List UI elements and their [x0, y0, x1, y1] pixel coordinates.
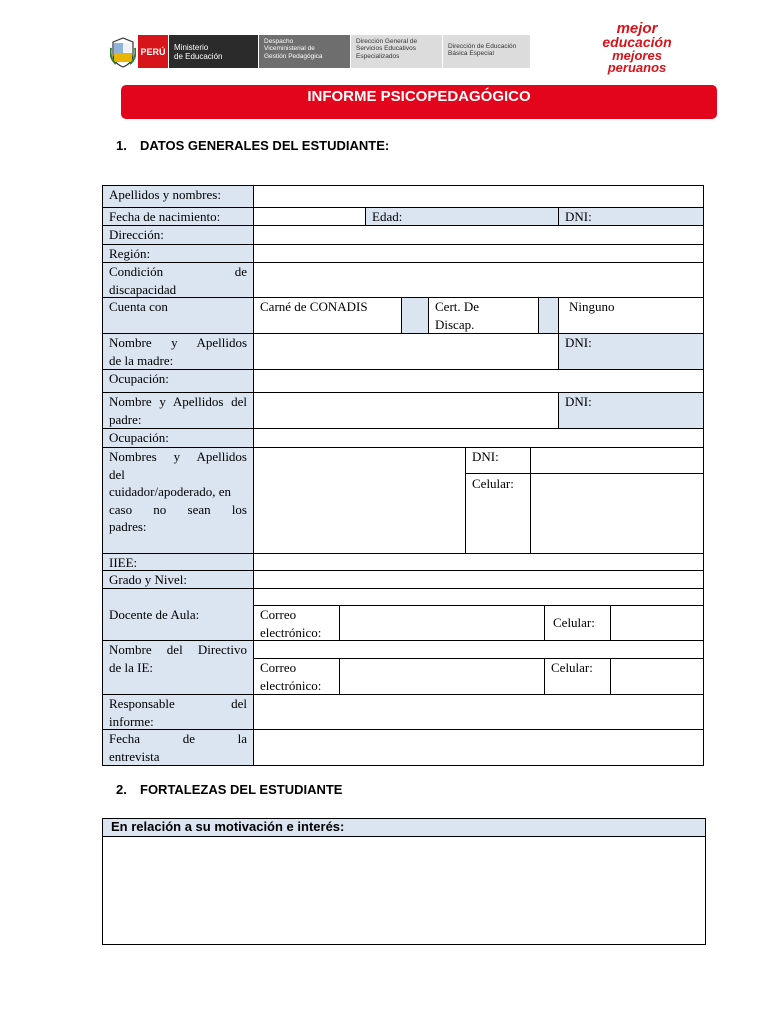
option-label: Ninguno	[558, 297, 704, 334]
nombre-directivo-field[interactable]	[253, 640, 704, 659]
field-label	[102, 447, 254, 554]
apellidos-nombres-field[interactable]	[253, 185, 704, 208]
correo-docente-field[interactable]	[339, 605, 545, 641]
field-label-line: electrónico:	[260, 677, 322, 693]
field-label	[253, 605, 340, 641]
field-label-line: Nombres y Apellidos	[109, 449, 247, 464]
field-label: DNI:	[565, 209, 592, 224]
option-label	[428, 297, 539, 334]
section-number: 2.	[116, 782, 127, 797]
field-label: Docente de Aula:	[102, 588, 254, 641]
field-label	[102, 729, 254, 766]
field-label	[102, 333, 254, 370]
field-label	[102, 262, 254, 298]
peru-brand-label: PERÚ	[138, 35, 168, 68]
ocupacion-madre-field[interactable]	[253, 369, 704, 393]
field-label: Grado y Nivel:	[102, 570, 254, 589]
field-label: DNI:	[565, 335, 592, 350]
celular-directivo-field[interactable]	[610, 658, 704, 695]
section-heading	[116, 782, 516, 797]
fecha-nacimiento-field[interactable]	[253, 207, 366, 226]
dni-madre-field[interactable]	[558, 333, 704, 370]
field-label: Ocupación:	[102, 428, 254, 448]
section-title: DATOS GENERALES DEL ESTUDIANTE:	[140, 138, 390, 153]
motivacion-heading: En relación a su motivación e interés:	[102, 818, 706, 837]
field-label-line: del	[109, 466, 125, 482]
nombre-cuidador-field[interactable]	[253, 447, 466, 554]
field-label-line: Fecha de la	[109, 731, 247, 746]
slogan-line: mejores	[612, 47, 662, 63]
report-title: INFORME PSICOPEDAGÓGICO	[121, 85, 717, 119]
option-label-line: Cert. De	[435, 299, 480, 314]
slogan-line: mejor	[616, 20, 658, 37]
field-label: Fecha de nacimiento:	[102, 207, 254, 226]
nombre-docente-field[interactable]	[253, 588, 704, 606]
celular-docente-field[interactable]	[610, 605, 704, 641]
slogan-line: educación	[602, 34, 672, 51]
field-label: Celular:	[465, 473, 531, 554]
option-label: Carné de CONADIS	[253, 297, 402, 334]
edad-field[interactable]	[365, 207, 559, 226]
field-label-line: Condición de	[109, 264, 247, 279]
field-label-line: electrónico:	[260, 624, 322, 640]
field-label: DNI:	[565, 394, 592, 409]
correo-directivo-field[interactable]	[339, 658, 545, 695]
field-label-line: Correo	[260, 660, 297, 675]
field-label-line: Correo	[260, 607, 297, 622]
field-label: Ocupación:	[102, 369, 254, 393]
condicion-discapacidad-field[interactable]	[253, 262, 704, 298]
field-label-line: padre:	[109, 411, 142, 427]
section-heading	[116, 138, 516, 153]
carne-conadis-checkbox[interactable]	[401, 297, 429, 334]
celular-cuidador-field[interactable]	[530, 473, 704, 554]
field-label: IIEE:	[102, 553, 254, 571]
field-label-line: padres:	[109, 519, 147, 534]
field-label-line: Nombre y Apellidos	[109, 335, 247, 350]
field-label: Celular:	[544, 605, 611, 641]
section-number: 1.	[116, 138, 127, 153]
motivacion-textarea[interactable]	[102, 836, 706, 945]
slogan-logo	[592, 22, 682, 74]
slogan-line: peruanos	[607, 59, 667, 75]
field-label: DNI:	[465, 447, 531, 474]
field-label	[102, 694, 254, 730]
dni-padre-field[interactable]	[558, 392, 704, 429]
field-label-line: Responsable del	[109, 696, 247, 711]
field-label-line: cuidador/apoderado, en	[109, 484, 232, 499]
dni-field[interactable]	[558, 207, 704, 226]
dni-cuidador-field[interactable]	[530, 447, 704, 474]
fecha-entrevista-field[interactable]	[253, 729, 704, 766]
field-label: Celular:	[544, 658, 611, 695]
field-label-line: de la IE:	[109, 659, 154, 675]
section-title: FORTALEZAS DEL ESTUDIANTE	[140, 782, 343, 797]
field-label: Cuenta con	[102, 297, 254, 334]
field-label-line: Nombre y Apellidos del	[109, 394, 247, 409]
field-label: Dirección:	[102, 225, 254, 245]
field-label-line: caso no sean los	[109, 501, 247, 517]
field-label-line: de la madre:	[109, 352, 174, 368]
grado-nivel-field[interactable]	[253, 570, 704, 589]
iiee-field[interactable]	[253, 553, 704, 571]
field-label-line: discapacidad	[109, 281, 177, 297]
cert-discap-checkbox[interactable]	[538, 297, 559, 334]
peru-coat-of-arms-icon	[110, 36, 136, 68]
field-label: Región:	[102, 244, 254, 263]
field-label: Edad:	[372, 209, 403, 224]
field-label-line: informe:	[109, 713, 154, 729]
region-field[interactable]	[253, 244, 704, 263]
ministry-label: Ministerio de Educación	[169, 35, 258, 68]
field-label-line: entrevista	[109, 748, 160, 764]
field-label	[102, 640, 254, 695]
ocupacion-padre-field[interactable]	[253, 428, 704, 448]
office-label: Despacho Viceministerial de Gestión Pedagógica	[259, 35, 350, 68]
responsable-informe-field[interactable]	[253, 694, 704, 730]
field-label	[102, 392, 254, 429]
office-label: Dirección de Educación Básica Especial	[443, 35, 530, 68]
field-label	[253, 658, 340, 695]
nombre-madre-field[interactable]	[253, 333, 559, 370]
office-label: Dirección General de Servicios Educativos Especializados	[351, 35, 442, 68]
nombre-padre-field[interactable]	[253, 392, 559, 429]
field-label: Apellidos y nombres:	[102, 185, 254, 208]
direccion-field[interactable]	[253, 225, 704, 245]
field-label-line: Nombre del Directivo	[109, 642, 247, 657]
option-label-line: Discap.	[435, 316, 475, 332]
